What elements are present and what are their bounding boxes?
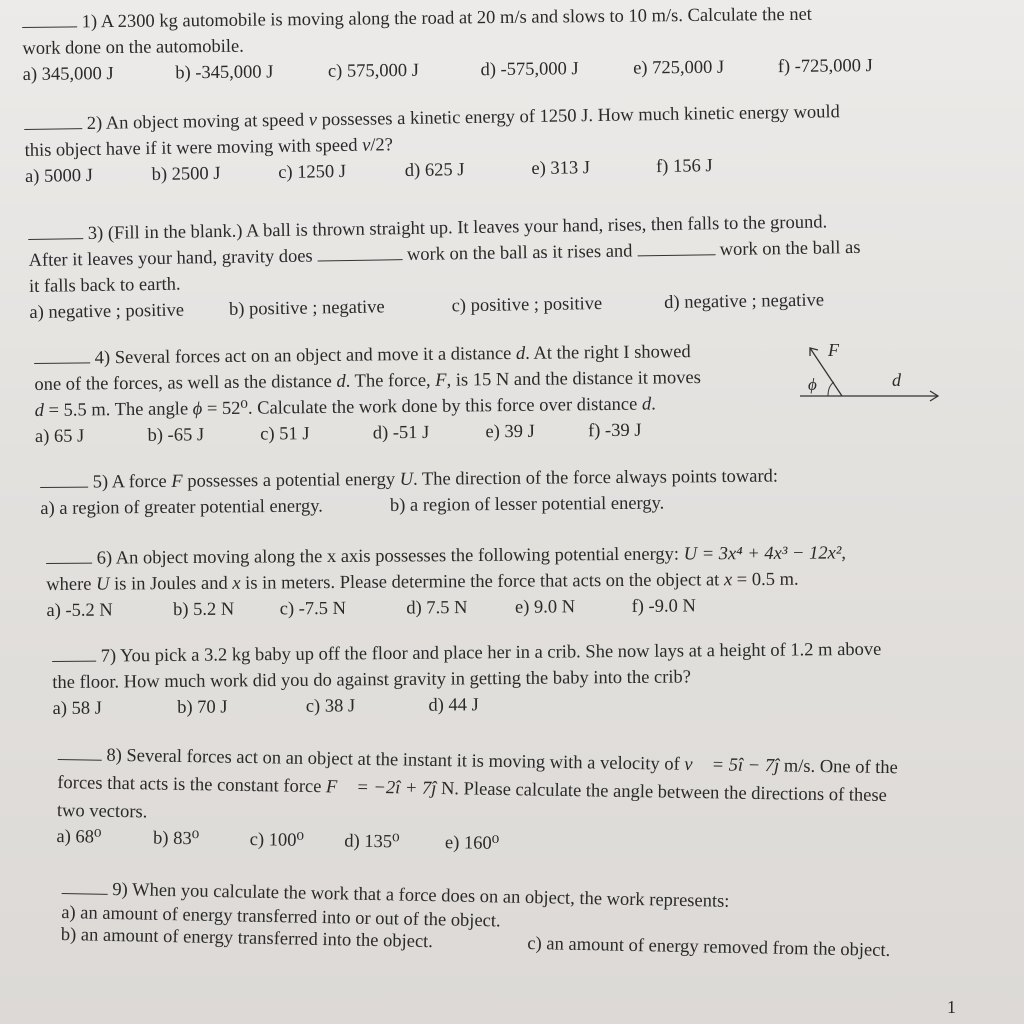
option-f: f) -9.0 N bbox=[631, 596, 696, 617]
answer-blank-3[interactable] bbox=[28, 222, 83, 240]
option-d: d) -51 J bbox=[372, 422, 430, 444]
variable-u: U bbox=[96, 574, 110, 595]
option-c: c) -7.5 N bbox=[279, 598, 347, 620]
question-text: Several forces act on an object at the instant it is moving with a velocity of bbox=[126, 746, 680, 775]
velocity-vector: v⃗ = 5î − 7ĵ bbox=[684, 754, 780, 777]
option-c: c) 1250 J bbox=[278, 161, 347, 184]
option-a: a) 58 J bbox=[52, 698, 102, 719]
variable-x: x bbox=[232, 573, 241, 594]
variable-u: U bbox=[399, 469, 414, 490]
potential-energy-formula: U = 3x⁴ + 4x³ − 12x² bbox=[683, 543, 842, 565]
option-a: a) -5.2 N bbox=[46, 600, 113, 621]
option-d: d) 44 J bbox=[428, 695, 479, 716]
variable-phi: ϕ bbox=[192, 399, 203, 420]
force-vector: F⃗ = −2î + 7ĵ bbox=[325, 777, 437, 799]
question-number: 7) bbox=[100, 646, 117, 667]
option-e: e) 160⁰ bbox=[444, 833, 500, 854]
question-text: , is 15 N and the distance it moves bbox=[446, 368, 701, 391]
question-text: When you calculate the work that a force does on an object, the work represents: bbox=[131, 880, 730, 912]
question-text: = 5.5 m. The angle bbox=[48, 399, 189, 421]
variable-d: d bbox=[515, 343, 526, 364]
option-b: b) -65 J bbox=[147, 425, 205, 446]
question-text: possesses a potential energy bbox=[187, 469, 396, 492]
question-text: the floor. How much work did you do against gravity in getting the baby into the crib? bbox=[52, 667, 692, 693]
question-2 bbox=[24, 99, 841, 190]
question-number: 1) bbox=[81, 12, 98, 33]
question-6 bbox=[46, 540, 846, 624]
question-9 bbox=[61, 876, 892, 962]
question-text: . The force, bbox=[345, 370, 431, 392]
answer-blank-6[interactable] bbox=[46, 547, 92, 564]
option-a: a) 5000 J bbox=[24, 165, 93, 187]
question-text: A 2300 kg automobile is moving along the road at 20 m/s and slows to 10 m/s. Calculate the net bbox=[100, 4, 812, 33]
question-text: (Fill in the blank.) A ball is thrown straight up. It leaves your hand, rises, then falls to the ground. bbox=[107, 212, 828, 244]
option-e: e) 725,000 J bbox=[633, 57, 725, 79]
answer-blank-7[interactable] bbox=[52, 645, 96, 662]
question-text: this object have if it were moving with speed bbox=[24, 135, 358, 161]
option-f: f) -725,000 J bbox=[777, 56, 873, 78]
option-d: d) 7.5 N bbox=[406, 598, 468, 619]
question-text: = 52⁰. Calculate the work done by this force over distance bbox=[206, 394, 638, 420]
answer-blank-5[interactable] bbox=[40, 471, 88, 488]
option-e: e) 313 J bbox=[531, 158, 591, 180]
question-text: work on the ball as bbox=[719, 237, 861, 261]
question-number: 6) bbox=[96, 548, 113, 569]
option-b: b) a region of lesser potential energy. bbox=[389, 493, 665, 516]
question-text: . bbox=[651, 394, 656, 415]
option-b: b) an amount of energy transferred into the object. bbox=[60, 924, 434, 953]
question-text: work done on the automobile. bbox=[22, 36, 244, 59]
question-text: An object moving at speed bbox=[105, 110, 305, 134]
question-text: , bbox=[841, 543, 847, 564]
question-number: 2) bbox=[86, 113, 103, 135]
variable-x: x bbox=[723, 570, 733, 591]
option-f: f) 156 J bbox=[655, 156, 713, 178]
option-c: c) 38 J bbox=[305, 696, 356, 717]
page-number: 1 bbox=[947, 997, 956, 1017]
question-text: where bbox=[46, 574, 92, 595]
question-7 bbox=[52, 637, 882, 722]
question-3 bbox=[28, 209, 861, 326]
variable-v: v bbox=[361, 135, 371, 156]
option-c: c) 575,000 J bbox=[327, 60, 419, 82]
option-e: e) 9.0 N bbox=[514, 597, 576, 618]
option-a: a) a region of greater potential energy. bbox=[40, 496, 323, 519]
question-text: one of the forces, as well as the distance bbox=[34, 371, 332, 395]
question-text: An object moving along the x axis possesses the following potential energy: bbox=[115, 544, 680, 569]
question-number: 3) bbox=[87, 223, 104, 245]
fill-blank-2[interactable] bbox=[637, 238, 715, 256]
force-diagram bbox=[790, 336, 950, 406]
option-a: a) negative ; positive bbox=[29, 300, 185, 323]
question-text: A force bbox=[111, 471, 167, 493]
question-text: Several forces act on an object and move it a distance bbox=[114, 344, 512, 369]
angle-label: ϕ bbox=[808, 375, 817, 394]
answer-blank-1[interactable] bbox=[22, 10, 77, 28]
option-b: b) -345,000 J bbox=[175, 62, 274, 84]
question-text: two vectors. bbox=[56, 800, 148, 823]
option-a: a) 345,000 J bbox=[22, 64, 114, 85]
variable-f: F bbox=[435, 370, 447, 391]
variable-d: d bbox=[336, 371, 346, 392]
question-text: m/s. One of the bbox=[783, 756, 899, 779]
answer-blank-9[interactable] bbox=[62, 877, 108, 895]
option-d: d) -575,000 J bbox=[480, 59, 579, 81]
variable-d: d bbox=[34, 400, 45, 421]
question-4 bbox=[34, 339, 702, 450]
question-text: work on the ball as it rises and bbox=[406, 241, 633, 266]
question-text: is in meters. Please determine the force that acts on the object at bbox=[245, 570, 720, 594]
question-text: = 0.5 m. bbox=[736, 569, 799, 591]
question-text: it falls back to earth. bbox=[28, 274, 181, 297]
option-f: f) -39 J bbox=[587, 420, 642, 442]
option-e: e) 39 J bbox=[485, 421, 535, 443]
option-c: c) an amount of energy removed from the object. bbox=[527, 933, 891, 961]
option-c: c) 100⁰ bbox=[249, 830, 305, 851]
question-text: . At the right I showed bbox=[525, 342, 691, 364]
option-d: d) negative ; negative bbox=[664, 290, 825, 314]
question-number: 4) bbox=[94, 348, 111, 369]
question-text: After it leaves your hand, gravity does bbox=[28, 246, 313, 271]
question-text: You pick a 3.2 kg baby up off the floor and place her in a crib. She now lays at a height of 1.2 m above bbox=[120, 639, 882, 667]
option-c: c) 51 J bbox=[260, 424, 310, 445]
question-number: 9) bbox=[112, 879, 128, 901]
variable-v: v bbox=[308, 110, 318, 131]
question-number: 8) bbox=[106, 745, 122, 767]
question-text: possesses a kinetic energy of 1250 J. How much kinetic energy would bbox=[321, 102, 840, 131]
question-text: is in Joules and bbox=[114, 573, 228, 595]
force-label: F bbox=[828, 340, 839, 360]
option-b: b) 70 J bbox=[177, 697, 228, 718]
option-d: d) 135⁰ bbox=[344, 831, 400, 853]
answer-blank-2[interactable] bbox=[24, 112, 82, 130]
option-b: b) positive ; negative bbox=[228, 297, 385, 320]
option-a: a) 68⁰ bbox=[56, 826, 102, 848]
question-text: forces that acts is the constant force bbox=[57, 772, 322, 798]
fill-blank-1[interactable] bbox=[317, 243, 402, 261]
question-5 bbox=[40, 464, 778, 522]
distance-label: d bbox=[892, 370, 901, 390]
variable-d: d bbox=[641, 394, 652, 415]
option-c: c) positive ; positive bbox=[451, 293, 603, 317]
question-text: N. Please calculate the angle between the directions of these bbox=[440, 779, 888, 807]
option-a: a) an amount of energy transferred into or out of the object. bbox=[61, 902, 501, 932]
variable-f: F bbox=[171, 471, 183, 492]
option-a: a) 65 J bbox=[34, 426, 85, 447]
answer-blank-8[interactable] bbox=[58, 743, 102, 761]
option-b: b) 83⁰ bbox=[152, 828, 200, 850]
question-text: /2? bbox=[370, 135, 394, 156]
option-b: b) 5.2 N bbox=[173, 599, 235, 621]
question-text: . The direction of the force always points toward: bbox=[412, 466, 779, 490]
question-1 bbox=[22, 1, 873, 88]
option-d: d) 625 J bbox=[404, 160, 465, 182]
option-b: b) 2500 J bbox=[151, 163, 221, 186]
question-8 bbox=[56, 742, 898, 863]
question-number: 5) bbox=[92, 472, 109, 493]
answer-blank-4[interactable] bbox=[34, 346, 90, 364]
